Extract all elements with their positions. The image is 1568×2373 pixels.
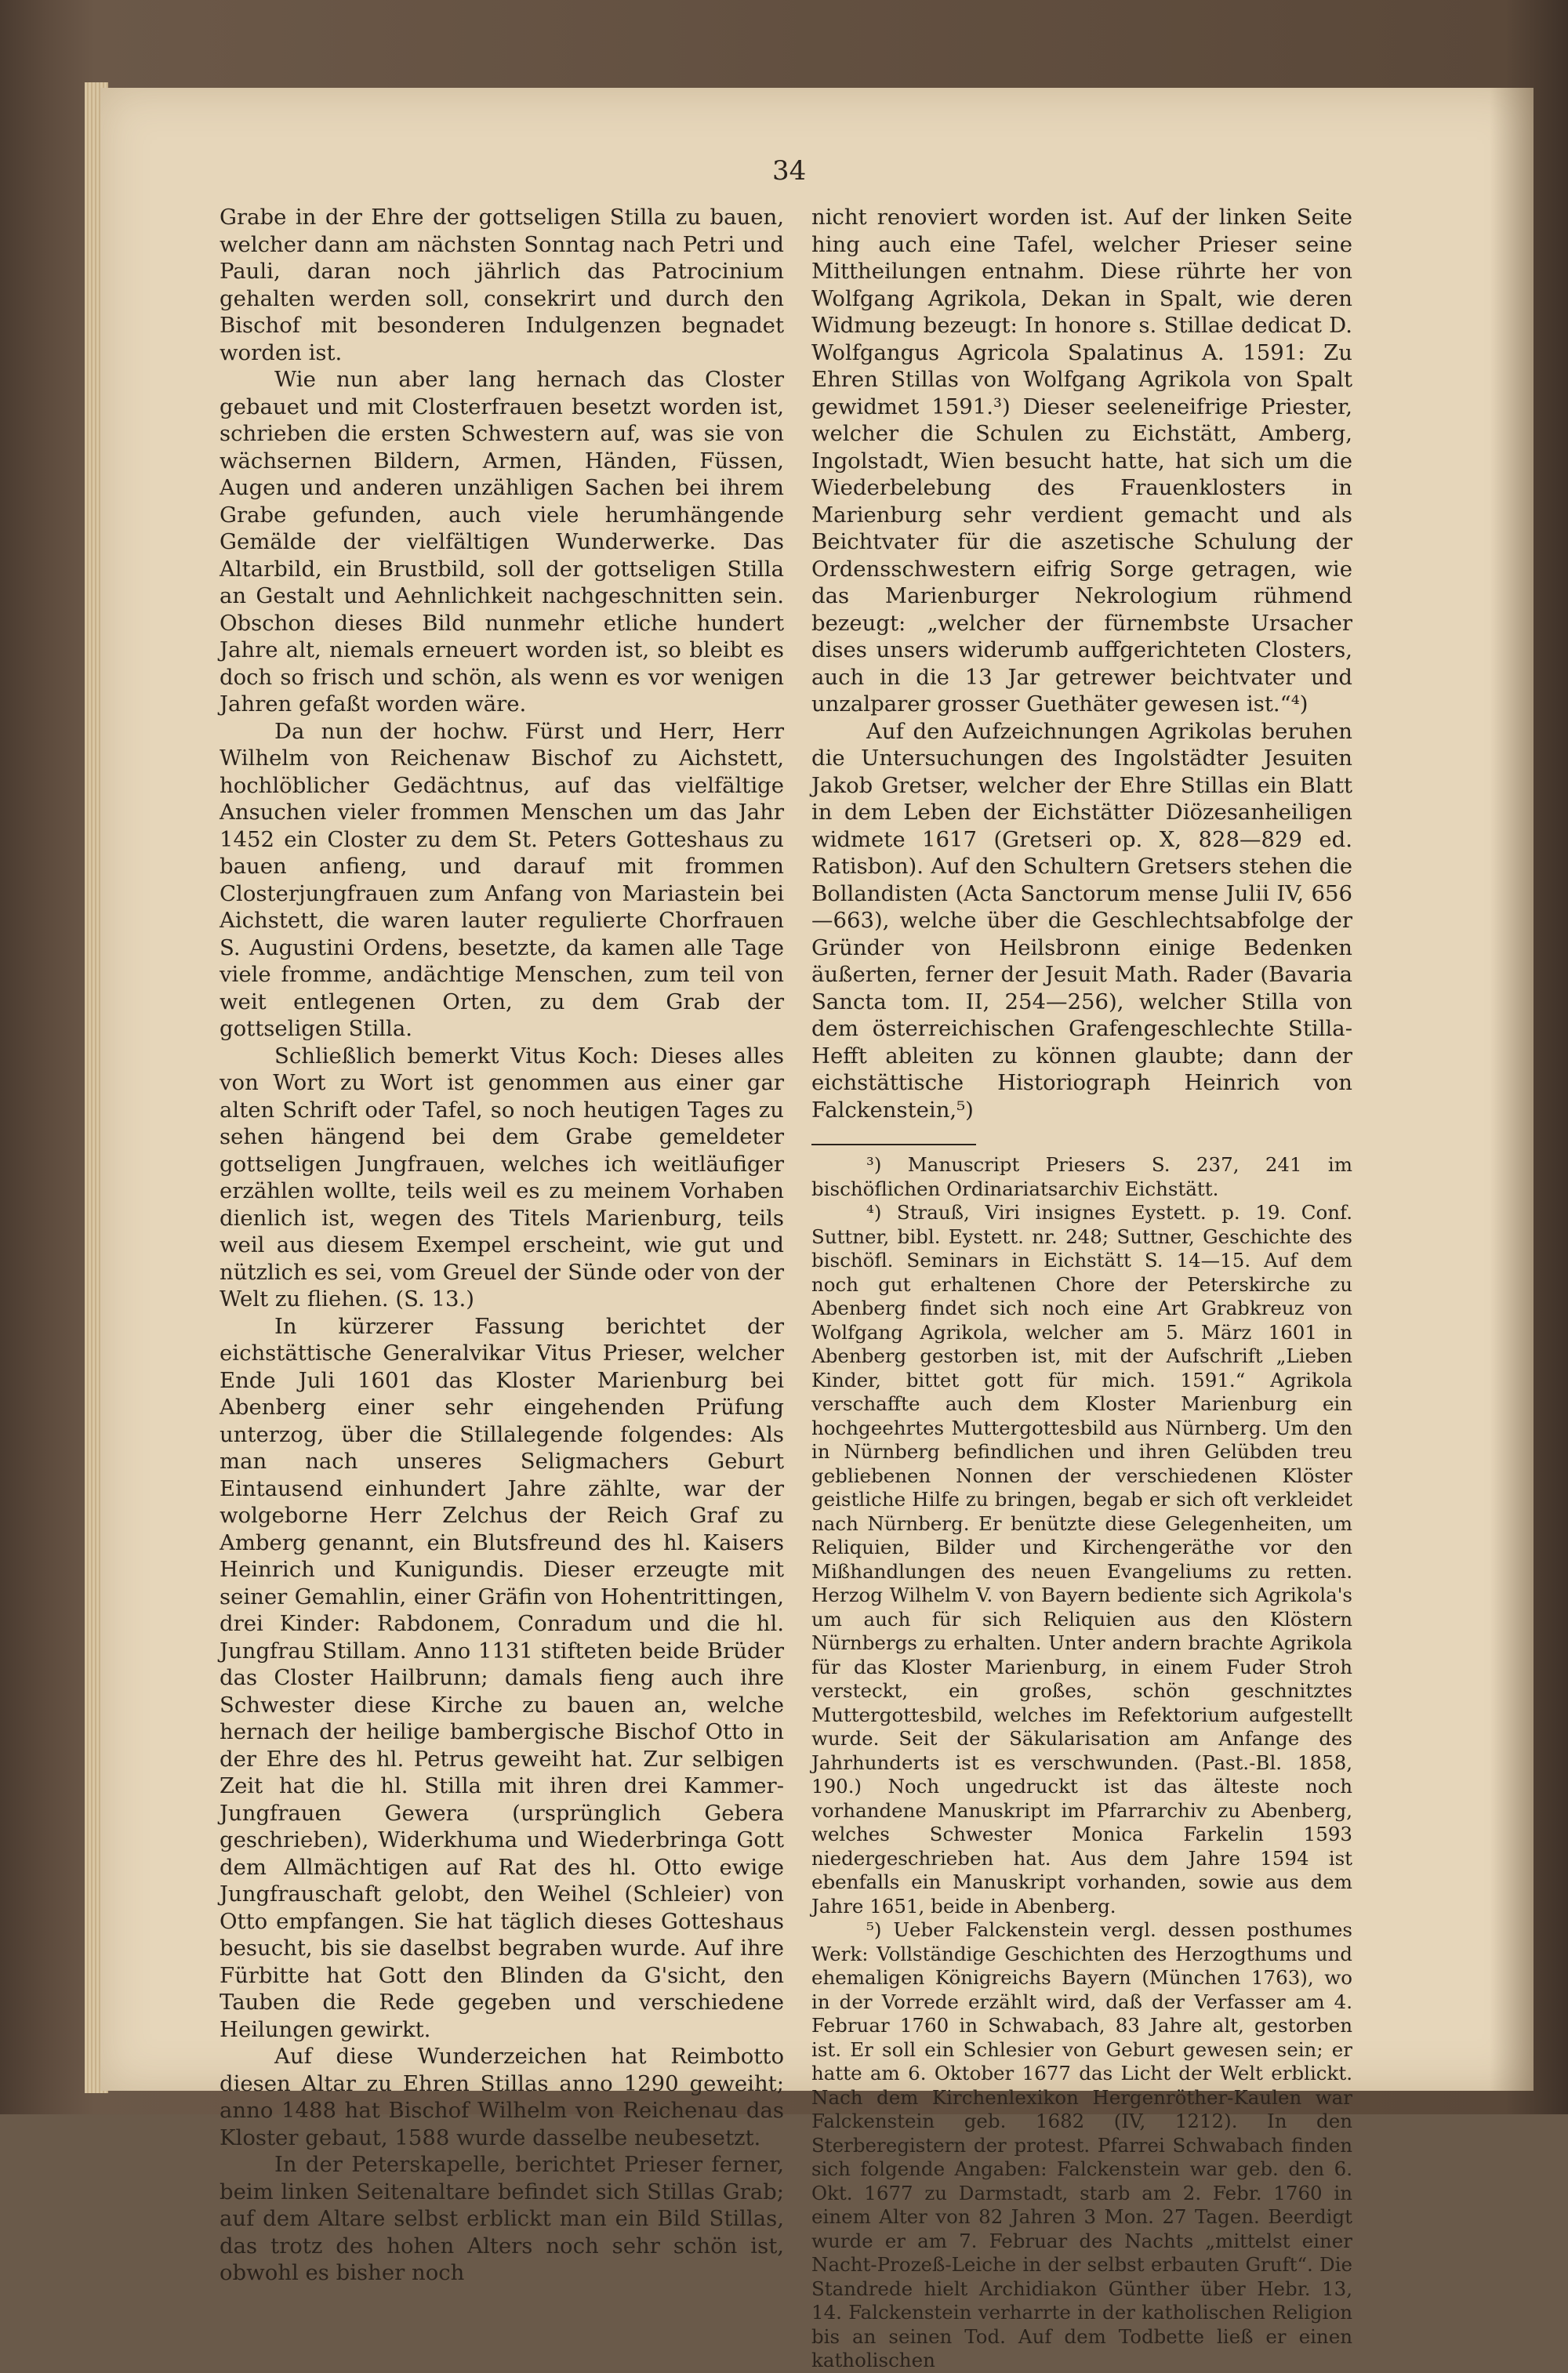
paragraph: In der Peterskapelle, berichtet Prieser ferner, beim linken Seitenaltare befindet sich Stillas Grab; auf dem Altare selbst erblickt man ein Bild Stillas, das trotz des hohen Alters noch sehr schön ist, obwohl es bisher noch: [220, 2152, 784, 2285]
paragraph: Schließlich bemerkt Vitus Koch: Dieses alles von Wort zu Wort ist genommen aus einer gar alten Schrift oder Tafel, so noch heutigen Tages zu sehen hängend bei dem Grabe gemeldeter gottseligen Jungfrauen, welches ich weitläufiger erzählen wollte, teils weil es zu meinem Vorhaben dienlich ist, wegen des Titels Marienburg, teils weil aus diesem Exempel erscheint, wie gut und nützlich es sei, vom Greuel der Sünde oder von der Welt zu fliehen. (S. 13.): [220, 1043, 784, 1312]
footnote: ⁴) Strauß, Viri insignes Eystett. p. 19. Conf. Suttner, bibl. Eystett. nr. 248; Suttner, Geschichte des bischöfl. Seminars in Eichstätt S. 14—15. Auf dem noch gut erhaltenen Chore der Peterskirche zu Abenberg findet sich noch eine Art Grabkreuz von Wolfgang Agrikola, welcher am 5. März 1601 in Abenberg gestorben ist, mit der Aufschrift „Lieben Kinder, bittet gott für mich. 1591.“ Agrikola verschaffte auch dem Kloster Marienburg ein hochgeehrtes Muttergottesbild aus Nürnberg. Um den in Nürnberg befindlichen und ihren Gelübden treu gebliebenen Nonnen der verschiedenen Klöster geistliche Hilfe zu bringen, begab er sich oft verkleidet nach Nürnberg. Er benützte diese Gelegenheiten, um Reliquien, Bilder und Kirchengeräthe vor den Mißhandlungen des neuen Evangeliums zu retten. Herzog Wilhelm V. von Bayern bediente sich Agrikola's um auch für sich Reliquien aus den Klöstern Nürnbergs zu erhalten. Unter andern brachte Agrikola für das Kloster Marienburg, in einem Fuder Stroh versteckt, ein großes, schön geschnitztes Muttergottesbild, welches im Refektorium aufgestellt wurde. Seit der Säkularisation am Anfange des Jahrhunderts ist es verschwunden. (Past.-Bl. 1858, 190.) Noch ungedruckt ist das älteste noch vorhandene Manuskript im Pfarrarchiv zu Abenberg, welches Schwester Monica Farkelin 1593 niedergeschrieben hat. Aus dem Jahre 1594 ist ebenfalls ein Manuskript vorhanden, sowie aus dem Jahre 1651, beide in Abenberg.: [811, 1201, 1352, 1918]
paragraph: Grabe in der Ehre der gottseligen Stilla zu bauen, welcher dann am nächsten Sonntag nach Petri und Pauli, daran noch jährlich das Patrocinium gehalten werden soll, consekrirt und durch den Bischof mit besonderen Indulgenzen begnadet worden ist.: [220, 205, 784, 365]
paragraph: Auf den Aufzeichnungen Agrikolas beruhen die Untersuchungen des Ingolstädter Jesuiten Jakob Gretser, welcher der Ehre Stillas ein Blatt in dem Leben der Eichstätter Diözesanheiligen widmete 1617 (Gretseri op. X, 828—829 ed. Ratisbon). Auf den Schultern Gretsers stehen die Bollandisten (Acta Sanctorum mense Julii IV, 656—663), welche über die Geschlechtsabfolge der Gründer von Heilsbronn einige Bedenken äußerten, ferner der Jesuit Math. Rader (Bavaria Sancta tom. II, 254—256), welcher Stilla von dem österreichischen Grafengeschlechte Stilla-Hefft ableiten zu können glaubte; dann der eichstättische Historiograph Heinrich von Falckenstein,⁵): [811, 718, 1352, 1123]
paragraph: nicht renoviert worden ist. Auf der linken Seite hing auch eine Tafel, welcher Prieser seine Mittheilungen entnahm. Diese rührte her von Wolfgang Agrikola, Dekan in Spalt, wie deren Widmung bezeugt: In honore s. Stillae dedicat D. Wolfgangus Agricola Spalatinus A. 1591: Zu Ehren Stillas von Wolfgang Agrikola von Spalt gewidmet 1591.³) Dieser seeleneifrige Priester, welcher die Schulen zu Eichstätt, Amberg, Ingolstadt, Wien besucht hatte, hat sich um die Wiederbelebung des Frauenklosters in Marienburg sehr verdient gemacht und als Beichtvater für die aszetische Schulung der Ordensschwestern eifrig Sorge getragen, wie das Marienburger Nekrologium rühmend bezeugt: „welcher der fürnembste Ursacher dises unsers widerumb auffgerichteten Closters, auch in die 13 Jar getrewer beichtvater und unzalparer grosser Guethäter gewesen ist.“⁴): [811, 205, 1352, 717]
right-column: [811, 204, 1352, 2373]
footnote: ³) Manuscript Priesers S. 237, 241 im bischöflichen Ordinariatsarchiv Eichstätt.: [811, 1153, 1352, 1200]
paragraph: Da nun der hochw. Fürst und Herr, Herr Wilhelm von Reichenaw Bischof zu Aichstett, hochlöblicher Gedächtnus, auf das vielfältige Ansuchen vieler frommen Menschen um das Jahr 1452 ein Closter zu dem St. Peters Gotteshaus zu bauen anfieng, und darauf mit frommen Closterjungfrauen zum Anfang von Mariastein bei Aichstett, die waren lauter regulierte Chorfrauen S. Augustini Ordens, besetzte, da kamen alle Tage viele fromme, andächtige Menschen, zum teil von weit entlegenen Orten, zu dem Grab der gottseligen Stilla.: [220, 718, 784, 1041]
left-column: [220, 204, 784, 2287]
gutter-shadow: [1490, 88, 1534, 2091]
paragraph: In kürzerer Fassung berichtet der eichstättische Generalvikar Vitus Prieser, welcher Ende Juli 1601 das Kloster Marienburg bei Abenberg einer sehr eingehenden Prüfung unterzog, über die Stillalegende folgendes: Als man nach unseres Seligmachers Geburt Eintausend einhundert Jahre zählte, war der wolgeborne Herr Zelchus der Reich Graf zu Amberg genannt, ein Blutsfreund des hl. Kaisers Heinrich und Kunigundis. Dieser erzeugte mit seiner Gemahlin, einer Gräfin von Hohentrittingen, drei Kinder: Rabdonem, Conradum und die hl. Jungfrau Stillam. Anno 1131 stifteten beide Brüder das Closter Hailbrunn; damals fieng auch ihre Schwester diese Kirche zu bauen an, welche hernach der heilige bambergische Bischof Otto in der Ehre des hl. Petrus geweiht hat. Zur selbigen Zeit hat die hl. Stilla mit ihren drei Kammer-Jungfrauen Gewera (ursprünglich Gebera geschrieben), Widerkhuma und Wiederbringa Gott dem Allmächtigen auf Rat des hl. Otto ewige Jungfrauschaft gelobt, den Weihel (Schleier) von Otto empfangen. Sie hat täglich dieses Gotteshaus besucht, bis sie daselbst begraben wurde. Auf ihre Fürbitte hat Gott den Blinden da G'sicht, den Tauben die Rede gegeben und verschiedene Heilungen gewirkt.: [220, 1313, 784, 2042]
page-number: 34: [772, 155, 807, 187]
paragraph: Auf diese Wunderzeichen hat Reimbotto diesen Altar zu Ehren Stillas anno 1290 geweiht; anno 1488 hat Bischof Wilhelm von Reichenau das Kloster gebaut, 1588 wurde dasselbe neubesetzt.: [220, 2044, 784, 2150]
paragraph: Wie nun aber lang hernach das Closter gebauet und mit Closterfrauen besetzt worden ist, schrieben die ersten Schwestern auf, was sie von wächsernen Bildern, Armen, Händen, Füssen, Augen und anderen unzähligen Sachen bei ihrem Grabe gefunden, auch viele herumhängende Gemälde der vielfältigen Wunderwerke. Das Altarbild, ein Brustbild, soll der gottseligen Stilla an Gestalt und Aehnlichkeit nachgeschnitten sein. Obschon dieses Bild nunmehr etliche hundert Jahre alt, niemals erneuert worden ist, so bleibt es doch so frisch und schön, als wenn es vor wenigen Jahren gefaßt worden wäre.: [220, 367, 784, 717]
footnote-divider: [811, 1144, 976, 1145]
footnote: ⁵) Ueber Falckenstein vergl. dessen posthumes Werk: Vollständige Geschichten des Herzogthums und ehemaligen Königreichs Bayern (München 1763), wo in der Vorrede erzählt wird, daß der Verfasser am 4. Februar 1760 in Schwabach, 83 Jahre alt, gestorben ist. Er soll ein Schlesier von Geburt gewesen sein; er hatte am 6. Oktober 1677 das Licht der Welt erblickt. Nach dem Kirchenlexikon Hergenröther-Kaulen war Falckenstein geb. 1682 (IV, 1212). In den Sterberegistern der protest. Pfarrei Schwabach finden sich folgende Angaben: Falckenstein war geb. den 6. Okt. 1677 zu Darmstadt, starb am 2. Febr. 1760 in einem Alter von 82 Jahren 3 Mon. 27 Tagen. Beerdigt wurde er am 7. Februar des Nachts „mittelst einer Nacht-Prozeß-Leiche in der selbst erbauten Gruft“. Die Standrede hielt Archidiakon Günther über Hebr. 13, 14. Falckenstein verharrte in der katholischen Religion bis an seinen Tod. Auf dem Todbette ließ er einen katholischen: [811, 1918, 1352, 2371]
